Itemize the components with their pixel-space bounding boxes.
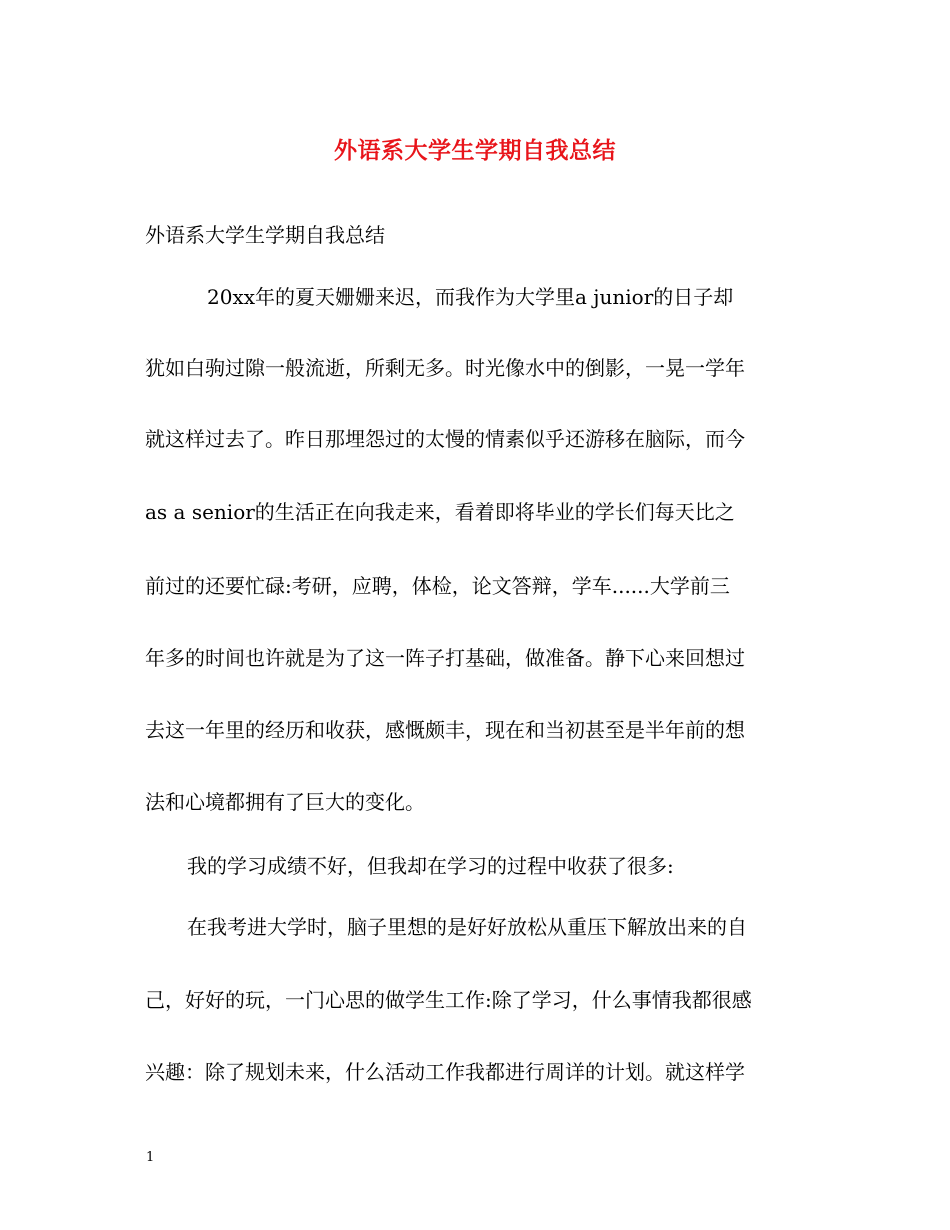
paragraph-line: 法和心境都拥有了巨大的变化。 bbox=[145, 790, 425, 814]
document-title: 外语系大学生学期自我总结 bbox=[334, 137, 616, 164]
paragraph-line: 在我考进大学时，脑子里想的是好好放松从重压下解放出来的自 bbox=[187, 915, 747, 939]
paragraph-line: 己，好好的玩，一门心思的做学生工作:除了学习，什么事情我都很感 bbox=[145, 988, 752, 1012]
paragraph-line: 我的学习成绩不好，但我却在学习的过程中收获了很多: bbox=[187, 854, 674, 878]
paragraph-line: 就这样过去了。昨日那埋怨过的太慢的情素似乎还游移在脑际，而今 bbox=[145, 427, 745, 451]
paragraph-line: 犹如白驹过隙一般流逝，所剩无多。时光像水中的倒影，一晃一学年 bbox=[145, 356, 745, 380]
paragraph-line: 前过的还要忙碌:考研，应聘，体检，论文答辩，学车......大学前三 bbox=[145, 574, 730, 598]
page-number: 1 bbox=[146, 1150, 155, 1165]
paragraph-line: as a senior的生活正在向我走来，看着即将毕业的学长们每天比之 bbox=[145, 500, 735, 524]
paragraph-line: 20xx年的夏天姗姗来迟，而我作为大学里a junior的日子却 bbox=[207, 285, 734, 309]
paragraph-line: 去这一年里的经历和收获，感慨颇丰，现在和当初甚至是半年前的想 bbox=[145, 718, 745, 742]
paragraph-line: 年多的时间也许就是为了这一阵子打基础，做准备。静下心来回想过 bbox=[145, 646, 745, 670]
document-subtitle: 外语系大学生学期自我总结 bbox=[145, 223, 385, 247]
paragraph-line: 兴趣：除了规划未来，什么活动工作我都进行周详的计划。就这样学 bbox=[145, 1060, 745, 1084]
